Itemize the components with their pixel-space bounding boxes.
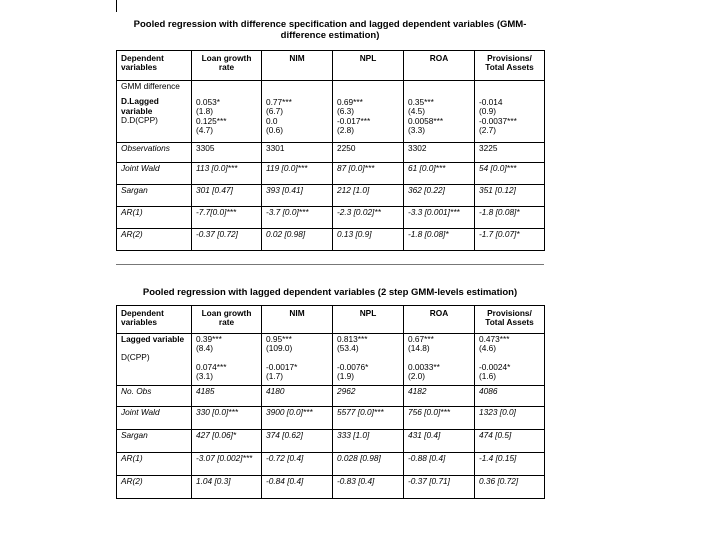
stat-value: -3.07 [0.002]*** — [192, 453, 262, 476]
stat-value: 212 [1.0] — [333, 185, 404, 207]
stat-value: 4185 — [192, 386, 262, 407]
coef-value: -0.014 — [479, 97, 503, 107]
table1-title-line1: Pooled regression with difference specification and lagged dependent variables (GMM- — [133, 19, 527, 30]
tstat-value: (1.9) — [337, 371, 355, 382]
stat-value: 374 [0.62] — [262, 430, 333, 453]
coef-value: 0.95*** — [266, 334, 292, 344]
stat-value: 431 [0.4] — [404, 430, 475, 453]
table1-stat-row — [117, 185, 545, 207]
tstat-value: (8.4) — [196, 343, 214, 354]
stat-value: 1.04 [0.3] — [192, 476, 262, 499]
table1-row-labels — [117, 81, 192, 143]
stat-value: -1.8 [0.08]* — [404, 229, 475, 251]
coef-value: 0.813*** — [337, 334, 368, 344]
tstat-value: (6.3) — [337, 106, 355, 117]
table2-header-cell: Loan growth rate — [192, 306, 262, 334]
stat-value: 4180 — [262, 386, 333, 407]
tstat-value: (53.4) — [337, 343, 359, 354]
stat-label: AR(1) — [117, 453, 192, 476]
table1-header-row — [117, 51, 545, 81]
tstat-value: (4.6) — [479, 343, 497, 354]
stat-value: 4086 — [475, 386, 545, 407]
table1-coef-cell — [262, 81, 333, 143]
tstat-value: (4.7) — [196, 125, 214, 136]
table2-row-labels — [117, 334, 192, 386]
stat-value: 4182 — [404, 386, 475, 407]
stat-value: -1.7 [0.07]* — [475, 229, 545, 251]
table2-header-cell: NPL — [333, 306, 404, 334]
stat-label: AR(1) — [117, 207, 192, 229]
table1-header-cell: Dependent variables — [117, 51, 192, 81]
tstat-value: (14.8) — [408, 343, 430, 354]
coef-value: 0.0058*** — [408, 115, 444, 126]
top-vertical-line — [116, 0, 117, 12]
stat-value: 3301 — [262, 143, 333, 163]
stat-value: 756 [0.0]*** — [404, 407, 475, 430]
table1 — [116, 50, 545, 251]
stat-value: -1.4 [0.15] — [475, 453, 545, 476]
tstat-value: (2.7) — [479, 125, 497, 136]
table2-stat-row — [117, 453, 545, 476]
table1-stat-row — [117, 143, 545, 163]
table2-header-cell: Dependent variables — [117, 306, 192, 334]
stat-value: 0.02 [0.98] — [262, 229, 333, 251]
table1-header-cell: Provisions/ Total Assets — [475, 51, 545, 81]
stat-value: -3.3 [0.001]*** — [404, 207, 475, 229]
stat-value: 0.028 [0.98] — [333, 453, 404, 476]
coef-value: -0.0017* — [266, 361, 298, 372]
stat-label: Joint Wald — [117, 163, 192, 185]
table1-header-cell: ROA — [404, 51, 475, 81]
table2-title: Pooled regression with lagged dependent variables (2 step GMM-levels estimation) — [142, 287, 518, 298]
tstat-value: (1.7) — [266, 371, 284, 382]
coef-value: 0.125*** — [196, 115, 227, 126]
stat-value: 362 [0.22] — [404, 185, 475, 207]
table2-coef-cell — [404, 334, 475, 386]
stat-value: -0.83 [0.4] — [333, 476, 404, 499]
table1-coef-cell — [192, 81, 262, 143]
stat-value: -0.84 [0.4] — [262, 476, 333, 499]
coef-value: -0.0024* — [479, 361, 511, 372]
table1-stat-rows — [117, 143, 545, 251]
table1-header-cell: NIM — [262, 51, 333, 81]
stat-label: AR(2) — [117, 229, 192, 251]
tstat-value: (0.9) — [479, 106, 497, 117]
table2-stat-row — [117, 476, 545, 499]
table1-header-cell: Loan growth rate — [192, 51, 262, 81]
stat-value: 119 [0.0]*** — [262, 163, 333, 185]
coef-value: 0.074*** — [196, 361, 227, 372]
stat-value: 0.13 [0.9] — [333, 229, 404, 251]
stat-value: 1323 [0.0] — [475, 407, 545, 430]
stat-value: -0.37 [0.72] — [192, 229, 262, 251]
stat-value: -0.37 [0.71] — [404, 476, 475, 499]
coef-value: 0.77*** — [266, 97, 292, 107]
table1-stat-row — [117, 229, 545, 251]
stat-value: 113 [0.0]*** — [192, 163, 262, 185]
stat-value: 3302 — [404, 143, 475, 163]
table1-lagged-label: D.Lagged variable — [121, 96, 159, 116]
stat-value: 2250 — [333, 143, 404, 163]
table2-coef-cell — [475, 334, 545, 386]
tstat-value: (0.6) — [266, 125, 284, 136]
tstat-value: (1.8) — [196, 106, 214, 117]
table2-stat-row — [117, 386, 545, 407]
table2-stat-row — [117, 430, 545, 453]
coef-value: -0.0037*** — [479, 115, 517, 126]
stat-value: 2962 — [333, 386, 404, 407]
table2 — [116, 305, 545, 499]
table1-stat-row — [117, 207, 545, 229]
stat-value: 5577 [0.0]*** — [333, 407, 404, 430]
stat-value: -0.88 [0.4] — [404, 453, 475, 476]
coef-value: 0.0 — [266, 115, 278, 126]
tstat-value: (1.6) — [479, 371, 497, 382]
coef-value: 0.0033** — [408, 361, 440, 372]
table1-section-label: GMM difference — [121, 81, 180, 91]
stat-label: Observations — [117, 143, 192, 163]
stat-value: 3225 — [475, 143, 545, 163]
stat-value: 474 [0.5] — [475, 430, 545, 453]
stat-value: 393 [0.41] — [262, 185, 333, 207]
stat-value: 330 [0.0]*** — [192, 407, 262, 430]
stat-value: 0.36 [0.72] — [475, 476, 545, 499]
stat-value: 3900 [0.0]*** — [262, 407, 333, 430]
stat-value: -2.3 [0.02]** — [333, 207, 404, 229]
coef-value: 0.39*** — [196, 334, 222, 344]
stat-label: No. Obs — [117, 386, 192, 407]
tstat-value: (3.1) — [196, 371, 214, 382]
table2-coef-cell — [192, 334, 262, 386]
table2-dcpp-label: D(CPP) — [121, 352, 150, 363]
coef-value: 0.67*** — [408, 334, 434, 344]
table1-coef-cell — [404, 81, 475, 143]
table2-coef-cell — [333, 334, 404, 386]
coef-value: 0.053* — [196, 97, 220, 107]
tstat-value: (2.8) — [337, 125, 355, 136]
tstat-value: (3.3) — [408, 125, 426, 136]
stat-value: 61 [0.0]*** — [404, 163, 475, 185]
stat-value: -0.72 [0.4] — [262, 453, 333, 476]
section-divider — [116, 264, 544, 265]
table2-stat-rows — [117, 386, 545, 499]
table2-coef-cell — [262, 334, 333, 386]
stat-label: AR(2) — [117, 476, 192, 499]
table2-header-row — [117, 306, 545, 334]
table1-title-line2: difference estimation) — [280, 30, 380, 41]
tstat-value: (109.0) — [266, 343, 293, 354]
stat-value: 333 [1.0] — [333, 430, 404, 453]
stat-value: 351 [0.12] — [475, 185, 545, 207]
stat-value: 54 [0.0]*** — [475, 163, 545, 185]
table1-dcpp-label: D.D(CPP) — [121, 115, 158, 126]
table1-coef-row — [117, 81, 545, 143]
tstat-value: (6.7) — [266, 106, 284, 117]
coef-value: -0.0076* — [337, 361, 369, 372]
table2-header-cell: ROA — [404, 306, 475, 334]
stat-label: Joint Wald — [117, 407, 192, 430]
stat-value: 3305 — [192, 143, 262, 163]
tstat-value: (2.0) — [408, 371, 426, 382]
stat-value: 427 [0.06]* — [192, 430, 262, 453]
table1-title — [116, 19, 544, 41]
stat-label: Sargan — [117, 430, 192, 453]
table1-coef-cell — [475, 81, 545, 143]
table2-coef-row — [117, 334, 545, 386]
stat-value: -7.7[0.0]*** — [192, 207, 262, 229]
coef-value: 0.69*** — [337, 97, 363, 107]
table2-header-cell: NIM — [262, 306, 333, 334]
stat-value: 301 [0.47] — [192, 185, 262, 207]
table2-lagged-label: Lagged variable — [121, 334, 185, 344]
stat-value: -1.8 [0.08]* — [475, 207, 545, 229]
table1-stat-row — [117, 163, 545, 185]
coef-value: 0.35*** — [408, 97, 434, 107]
stat-label: Sargan — [117, 185, 192, 207]
table2-stat-row — [117, 407, 545, 430]
table1-coef-cell — [333, 81, 404, 143]
coef-value: -0.017*** — [337, 115, 371, 126]
coef-value: 0.473*** — [479, 334, 510, 344]
stat-value: 87 [0.0]*** — [333, 163, 404, 185]
tstat-value: (4.5) — [408, 106, 426, 117]
table1-header-cell: NPL — [333, 51, 404, 81]
table2-header-cell: Provisions/ Total Assets — [475, 306, 545, 334]
stat-value: -3.7 [0.0]*** — [262, 207, 333, 229]
